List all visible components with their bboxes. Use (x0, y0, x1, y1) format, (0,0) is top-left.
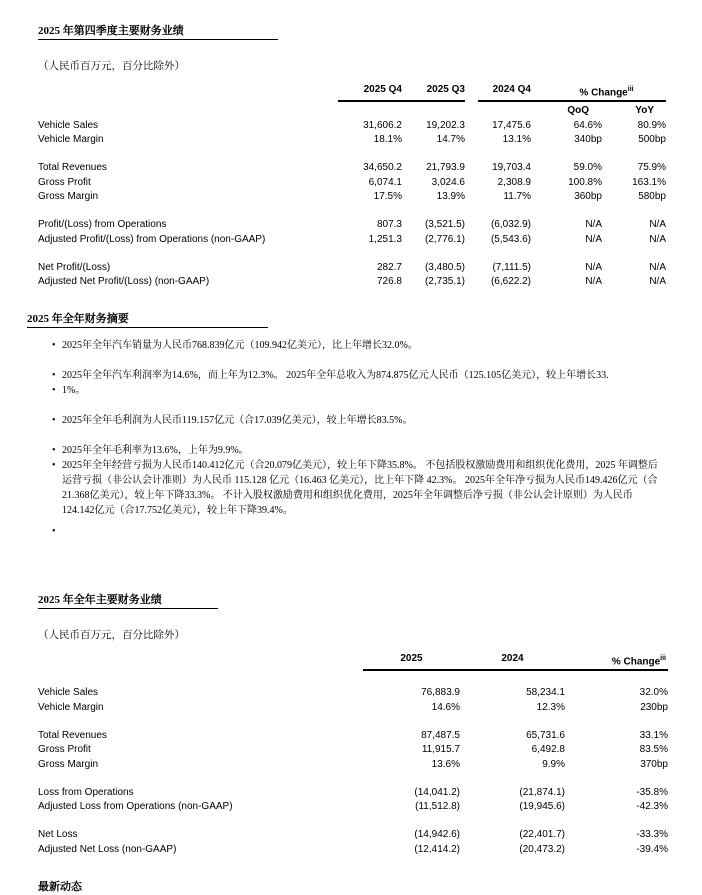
bullet-item-empty (62, 524, 660, 539)
value-qoq: N/A (585, 233, 602, 245)
value-2025: 87,487.5 (421, 729, 460, 741)
table-row-gross-margin (38, 758, 668, 773)
fy-unit-note: （人民币百万元，百分比除外） (38, 629, 185, 641)
table-row-adjusted-net-loss (38, 843, 668, 858)
table-row-adjusted-loss-from-operations (38, 800, 668, 815)
bullet-item: • 2025年全年汽车利润率为14.6%，而上年为12.3%。 2025年全年总收入为874.875亿元人民币（125.105亿美元），较上年增长33. (62, 368, 660, 383)
value-pct-change: 370bp (640, 758, 668, 770)
value-yoy: 80.9% (637, 119, 666, 131)
value-2025: 13.6% (431, 758, 460, 770)
table-row-total-revenues (38, 161, 668, 176)
fy-summary-bullet-list (38, 338, 660, 539)
col-header-2025: 2025 (400, 652, 423, 664)
row-label: Gross Margin (38, 758, 99, 770)
col-subheader-yoy: YoY (635, 104, 654, 116)
row-label: Adjusted Profit/(Loss) from Operations (non-GAAP) (38, 233, 266, 245)
value-2025: (14,041.2) (414, 786, 460, 798)
pct-change-footnote-marker: iii (660, 654, 666, 662)
header-rule-right (478, 100, 666, 102)
value-pct-change: -33.3% (636, 829, 668, 841)
value-yoy: 580bp (638, 191, 666, 203)
table-row-gross-profit (38, 743, 668, 758)
row-label: Gross Margin (38, 191, 99, 203)
value-2025q3: 3,024.6 (431, 176, 465, 188)
value-yoy: N/A (649, 261, 666, 273)
bullet-item: • 2025年全年毛利润为人民币119.157亿元（合17.039亿美元），较上年增长83.5%。 (62, 413, 660, 428)
table-row-gross-margin (38, 190, 668, 205)
value-qoq: 64.6% (573, 119, 602, 131)
q4-unit-note: （人民币百万元，百分比除外） (38, 61, 185, 72)
value-2025q3: 19,202.3 (426, 119, 465, 131)
pct-change-footnote-marker: iii (627, 86, 634, 93)
value-2025: 11,915.7 (421, 744, 460, 756)
fy-table-header-row (38, 652, 668, 668)
table-row-vehicle-margin (38, 701, 668, 716)
value-2025q3: 13.9% (436, 191, 465, 203)
q4-header-rules (38, 100, 668, 102)
value-2024: (22,401.7) (519, 829, 565, 841)
value-2025q4: 6,074.1 (368, 176, 402, 188)
value-2025q4: 18.1% (373, 134, 402, 146)
pct-change-label: % Change (611, 656, 661, 668)
table-row-loss-from-operations (38, 786, 668, 801)
table-row-adjusted-operating-profit-loss (38, 233, 668, 248)
header-rule-left (338, 100, 465, 102)
value-2025q4: 17.5% (373, 191, 402, 203)
value-2025q4: 34,650.2 (363, 162, 402, 174)
value-2024q4: 13.1% (502, 134, 531, 146)
row-label: Gross Profit (38, 744, 91, 756)
q4-table-subheader-row (38, 104, 668, 118)
table-row-net-profit-loss (38, 261, 668, 276)
row-label: Adjusted Net Profit/(Loss) (non-GAAP) (38, 276, 210, 288)
row-label: Net Loss (38, 829, 78, 841)
value-2025q4: 1,251.3 (368, 233, 402, 245)
q4-section-heading-text: 2025 年第四季度主要财务业绩 (38, 22, 278, 40)
table-row-vehicle-margin (38, 133, 668, 148)
value-qoq: 100.8% (568, 176, 602, 188)
bullet-item: • 2025年全年经营亏损为人民币140.412亿元（合20.079亿美元），较上年下降35.8%。 不包括股权激励费用和组织优化费用，2025 年调整后运营亏损（非公认会计准则）为人民币 115.128 亿元（16.463 亿美元），比上年下降 42.3%。 2025年全年净亏损为人民币149.426亿元（合21.368亿美元），较上年下降33.3%。 不计入股权激励费用和组织优化费用，2025年全年调整后净亏损（非公认会计原则）为人民币124.142亿元（合17.752亿美元），较上年下降39.4%。 (62, 458, 660, 518)
value-qoq: N/A (585, 261, 602, 273)
col-header-2024: 2024 (501, 652, 524, 664)
table-row-adjusted-net-profit-loss (38, 275, 668, 290)
value-2024q4: 19,703.4 (492, 162, 531, 174)
value-2024: (20,473.2) (519, 843, 565, 855)
col-header-pct-change (565, 652, 668, 668)
col-header-2025-q4: 2025 Q4 (363, 84, 402, 95)
col-header-2024-q4: 2024 Q4 (492, 84, 531, 95)
value-qoq: N/A (585, 276, 602, 288)
value-pct-change: 32.0% (639, 687, 668, 699)
row-label: Loss from Operations (38, 786, 134, 798)
table-row-net-loss (38, 828, 668, 843)
value-2025q3: (2,776.1) (424, 233, 465, 245)
value-2025: (11,512.8) (415, 801, 460, 813)
bullet-item: • 2025年全年汽车销量为人民币768.839亿元（109.942亿美元），比上年增长32.0%。 (62, 338, 660, 353)
value-qoq: N/A (585, 219, 602, 231)
table-spacer-row (38, 247, 668, 261)
next-section-heading-text: 最新动态 (38, 881, 82, 894)
value-pct-change: -42.3% (636, 801, 668, 813)
value-pct-change: 83.5% (639, 744, 668, 756)
table-row-vehicle-sales (38, 119, 668, 134)
value-pct-change: 230bp (640, 701, 668, 713)
col-header-pct-change (539, 83, 674, 99)
row-label: Gross Profit (38, 176, 91, 188)
value-2025: 14.6% (431, 701, 460, 713)
col-header-2025-q3: 2025 Q3 (426, 84, 465, 95)
header-rule (363, 669, 668, 671)
fy-summary-heading-text: 2025 年全年财务摘要 (27, 310, 268, 328)
value-2024q4: (6,032.9) (490, 219, 531, 231)
value-2025q3: 21,793.9 (426, 162, 465, 174)
row-label: Profit/(Loss) from Operations (38, 219, 167, 231)
table-spacer-row (38, 815, 668, 829)
value-pct-change: -35.8% (636, 786, 668, 798)
value-2024: 6,492.8 (531, 744, 565, 756)
row-label: Adjusted Net Loss (non-GAAP) (38, 843, 177, 855)
q4-section-heading (38, 22, 668, 40)
row-label: Vehicle Margin (38, 134, 104, 146)
col-subheader-qoq: QoQ (567, 104, 589, 116)
value-2025q4: 282.7 (376, 261, 402, 273)
value-2025q3: 14.7% (436, 134, 465, 146)
table-row-operating-profit-loss (38, 218, 668, 233)
table-spacer-row (38, 205, 668, 219)
table-spacer-row (38, 148, 668, 162)
value-2024q4: (5,543.6) (490, 233, 531, 245)
value-pct-change: -39.4% (636, 843, 668, 855)
value-yoy: N/A (649, 233, 666, 245)
value-2024: (21,874.1) (519, 786, 565, 798)
q4-table-header-row (38, 83, 668, 99)
fy-summary-heading (27, 310, 668, 328)
table-row-total-revenues (38, 729, 668, 744)
value-2024: 9.9% (542, 758, 565, 770)
value-2024: 58,234.1 (526, 687, 565, 699)
row-label: Vehicle Margin (38, 701, 104, 713)
value-2024: (19,945.6) (519, 801, 565, 813)
q4-financials-table (38, 83, 668, 290)
value-2024q4: 2,308.9 (497, 176, 531, 188)
value-2025q3: (3,521.5) (424, 219, 465, 231)
value-2025: (12,414.2) (414, 843, 460, 855)
row-label: Vehicle Sales (38, 687, 99, 699)
value-2025: (14,942.6) (414, 829, 460, 841)
row-label: Vehicle Sales (38, 119, 99, 131)
value-2025q4: 726.8 (376, 276, 402, 288)
pct-change-label: % Change (579, 87, 628, 99)
value-2024q4: 17,475.6 (492, 119, 531, 131)
table-row-vehicle-sales (38, 686, 668, 701)
value-qoq: 340bp (574, 134, 602, 146)
row-label: Total Revenues (38, 162, 107, 174)
value-pct-change: 33.1% (639, 729, 668, 741)
value-yoy: 163.1% (632, 176, 666, 188)
fy-results-heading-text: 2025 年全年主要财务业绩 (38, 591, 218, 609)
table-spacer-row (38, 715, 668, 729)
value-yoy: 75.9% (637, 162, 666, 174)
value-2025: 76,883.9 (421, 687, 460, 699)
value-qoq: 360bp (574, 191, 602, 203)
value-2024: 12.3% (536, 701, 565, 713)
row-label: Adjusted Loss from Operations (non-GAAP) (38, 801, 233, 813)
bullet-item: • 1%。 (62, 383, 660, 398)
value-yoy: N/A (649, 219, 666, 231)
bullet-item: • 2025年全年毛利率为13.6%，上年为9.9%。 (62, 443, 660, 458)
table-spacer-row (38, 772, 668, 786)
fy-results-heading (38, 591, 668, 609)
value-2024: 65,731.6 (526, 729, 565, 741)
row-label: Total Revenues (38, 729, 107, 741)
value-qoq: 59.0% (573, 162, 602, 174)
value-2025q4: 807.3 (376, 219, 402, 231)
value-2025q4: 31,606.2 (363, 119, 402, 131)
value-yoy: N/A (649, 276, 666, 288)
value-2025q3: (3,480.5) (424, 261, 465, 273)
fy-header-rules (38, 669, 668, 671)
fy-financials-table (38, 652, 668, 857)
table-spacer-row (38, 673, 668, 687)
value-2024q4: (7,111.5) (492, 261, 531, 273)
row-label: Net Profit/(Loss) (38, 261, 111, 273)
value-2024q4: 11.7% (503, 191, 531, 203)
table-row-gross-profit (38, 176, 668, 191)
value-yoy: 500bp (638, 134, 666, 146)
next-section-heading-clipped (38, 877, 668, 894)
value-2024q4: (6,622.2) (490, 276, 531, 288)
value-2025q3: (2,735.1) (424, 276, 465, 288)
